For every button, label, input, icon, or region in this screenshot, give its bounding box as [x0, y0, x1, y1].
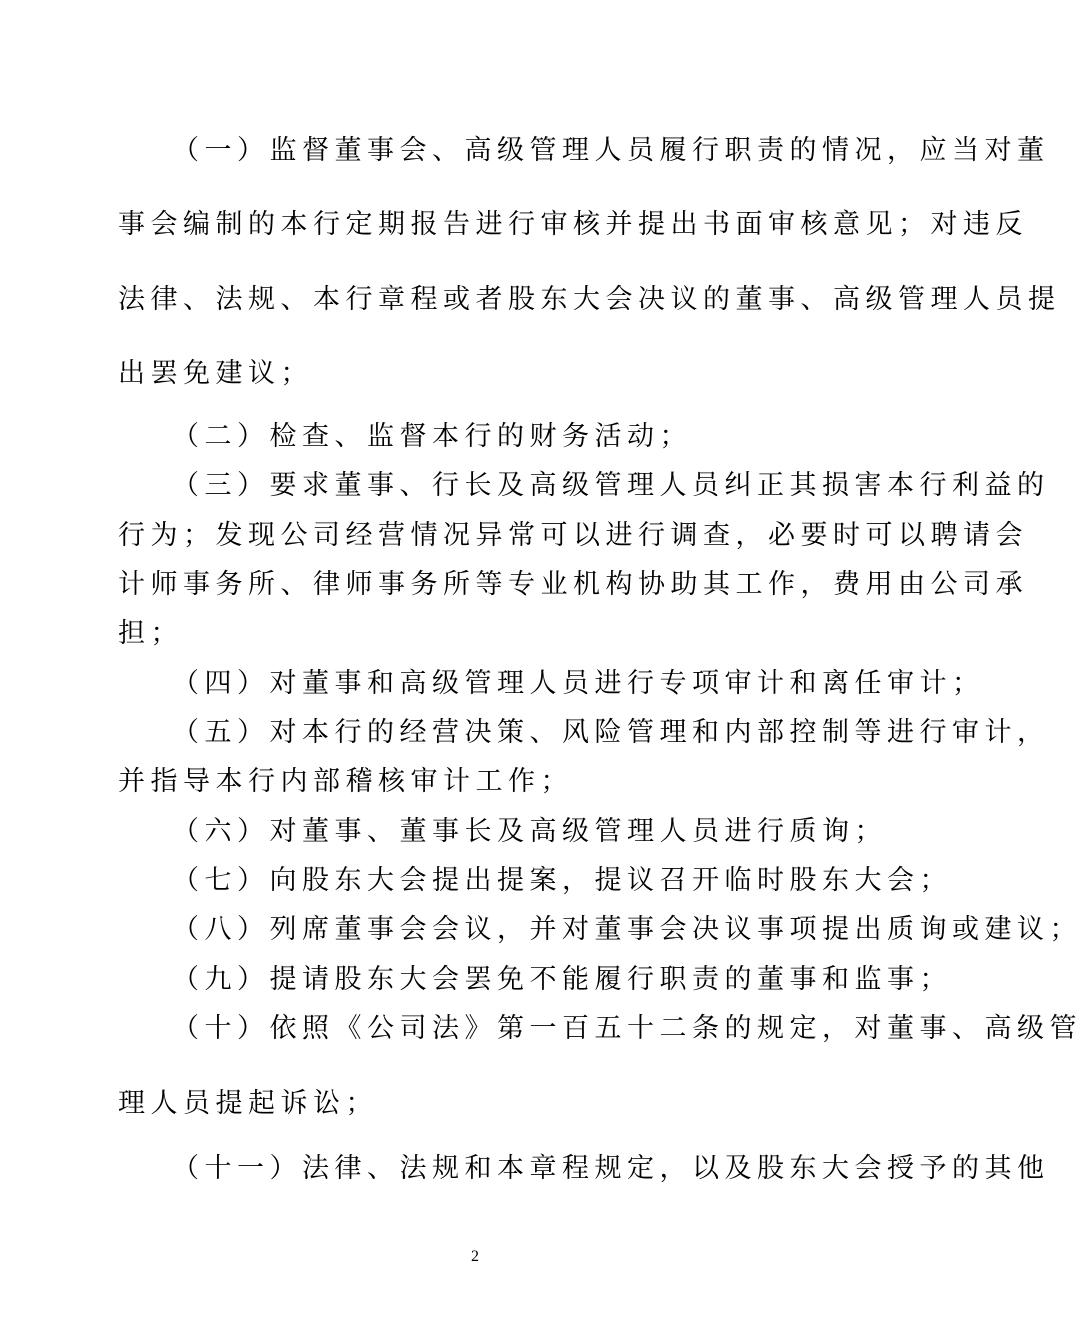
text-line: （九）提请股东大会罢免不能履行职责的董事和监事； — [172, 964, 952, 995]
text-line: （十一）法律、法规和本章程规定，以及股东大会授予的其他 — [172, 1153, 1050, 1184]
text-line: 并指导本行内部稽核审计工作； — [118, 766, 573, 797]
text-line: 法律、法规、本行章程或者股东大会决议的董事、高级管理人员提 — [118, 284, 1061, 315]
text-line: 事会编制的本行定期报告进行审核并提出书面审核意见；对违反 — [118, 209, 1028, 240]
text-line: （五）对本行的经营决策、风险管理和内部控制等进行审计， — [172, 717, 1050, 748]
text-line: 计师事务所、律师事务所等专业机构协助其工作，费用由公司承 — [118, 569, 1028, 600]
text-line: （八）列席董事会会议，并对董事会决议事项提出质询或建议； — [172, 914, 1082, 945]
text-line: （十）依照《公司法》第一百五十二条的规定，对董事、高级管 — [172, 1013, 1082, 1044]
text-line: （二）检查、监督本行的财务活动； — [172, 421, 692, 452]
text-line: （七）向股东大会提出提案，提议召开临时股东大会； — [172, 865, 952, 896]
text-line: （一）监督董事会、高级管理人员履行职责的情况，应当对董 — [172, 135, 1050, 166]
text-line: 担； — [118, 618, 183, 649]
text-line: （六）对董事、董事长及高级管理人员进行质询； — [172, 816, 887, 847]
text-line: 理人员提起诉讼； — [118, 1088, 378, 1119]
text-line: （四）对董事和高级管理人员进行专项审计和离任审计； — [172, 668, 985, 699]
text-line: 出罢免建议； — [118, 358, 313, 389]
text-line: （三）要求董事、行长及高级管理人员纠正其损害本行利益的 — [172, 470, 1050, 501]
text-line: 行为；发现公司经营情况异常可以进行调查，必要时可以聘请会 — [118, 520, 1028, 551]
page-number: 2 — [471, 1248, 479, 1265]
